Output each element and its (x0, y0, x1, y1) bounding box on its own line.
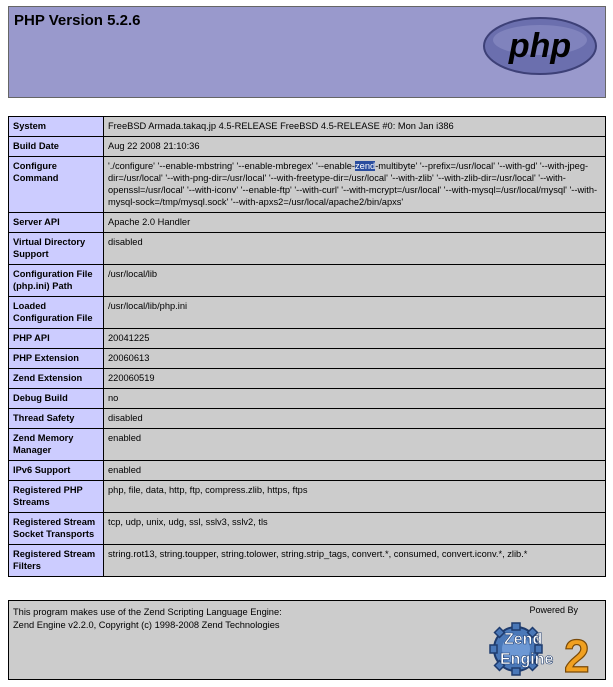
row-label: Debug Build (9, 389, 104, 409)
phpinfo-page (8, 6, 606, 678)
table-row (9, 389, 606, 409)
info-table (8, 116, 606, 577)
table-row (9, 461, 606, 481)
table-row (9, 297, 606, 329)
row-label: Loaded Configuration File (9, 297, 104, 329)
selected-text-highlight[interactable]: zend (355, 161, 376, 171)
row-label: Thread Safety (9, 409, 104, 429)
row-label: System (9, 117, 104, 137)
row-value: disabled (104, 233, 606, 265)
footer-box (8, 600, 606, 680)
row-value: disabled (104, 409, 606, 429)
row-label: Build Date (9, 137, 104, 157)
php-logo-icon (481, 13, 599, 77)
row-value: no (104, 389, 606, 409)
row-label: PHP Extension (9, 349, 104, 369)
row-label: IPv6 Support (9, 461, 104, 481)
page-title: PHP Version 5.2.6 (14, 12, 141, 29)
row-label: Configure Command (9, 157, 104, 213)
row-value: Apache 2.0 Handler (104, 213, 606, 233)
php-logo-text: php (508, 27, 572, 65)
row-value: /usr/local/lib/php.ini (104, 297, 606, 329)
row-value: 20060613 (104, 349, 606, 369)
table-row (9, 513, 606, 545)
row-value: string.rot13, string.toupper, string.tolower, string.strip_tags, convert.*, consumed, convert.iconv.*, zlib.* (104, 545, 606, 577)
table-row (9, 157, 606, 213)
table-row (9, 369, 606, 389)
row-value: enabled (104, 461, 606, 481)
configure-text-before: './configure' '--enable-mbstring' '--enable-mbregex' '--enable- (108, 161, 356, 171)
row-value: enabled (104, 429, 606, 461)
table-row (9, 117, 606, 137)
row-label: Zend Extension (9, 369, 104, 389)
footer-line-1: This program makes use of the Zend Scripting Language Engine: (13, 607, 282, 617)
row-label: Virtual Directory Support (9, 233, 104, 265)
row-label: PHP API (9, 329, 104, 349)
row-label: Server API (9, 213, 104, 233)
row-value: FreeBSD Armada.takaq.jp 4.5-RELEASE FreeBSD 4.5-RELEASE #0: Mon Jan i386 (104, 117, 606, 137)
table-row (9, 329, 606, 349)
row-label: Registered Stream Socket Transports (9, 513, 104, 545)
row-value: /usr/local/lib (104, 265, 606, 297)
table-row (9, 213, 606, 233)
header-banner (8, 6, 606, 98)
zend-logo-word: Zend (504, 631, 543, 648)
footer-line-2: Zend Engine v2.2.0, Copyright (c) 1998-2008 Zend Technologies (13, 620, 280, 630)
engine-logo-word: Engine (500, 651, 554, 668)
configure-command-value[interactable] (104, 157, 606, 213)
configure-text-after: -multibyte' '--prefix=/usr/local' '--with-gd' '--with-jpeg-dir=/usr/local' '--with-png-dir=/usr/local' '--with-freetype-dir=/usr/local' '--with-zlib' '--with-zlib-dir=/usr/local' '--with-openssl=/usr/local' '--with-iconv' '--enable-ftp' '--with-curl' '--with-mcrypt=/usr/local' '--with-mysql=/usr/local/mysql' '--with-mysql-sock=/tmp/mysql.sock' '--with-apxs2=/usr/local/apache2/bin/apxs' (108, 161, 598, 207)
table-row (9, 349, 606, 369)
powered-by-label: Powered By (529, 605, 578, 615)
row-value: 20041225 (104, 329, 606, 349)
table-row (9, 265, 606, 297)
row-label: Registered Stream Filters (9, 545, 104, 577)
row-value: Aug 22 2008 21:10:36 (104, 137, 606, 157)
zend-engine-logo-icon (486, 618, 601, 678)
row-label: Configuration File (php.ini) Path (9, 265, 104, 297)
table-row (9, 137, 606, 157)
table-row (9, 233, 606, 265)
row-value: 220060519 (104, 369, 606, 389)
row-value: php, file, data, http, ftp, compress.zlib, https, ftps (104, 481, 606, 513)
table-row (9, 481, 606, 513)
row-value: tcp, udp, unix, udg, ssl, sslv3, sslv2, tls (104, 513, 606, 545)
table-row (9, 429, 606, 461)
table-row (9, 409, 606, 429)
row-label: Zend Memory Manager (9, 429, 104, 461)
zend-logo-number: 2 (564, 630, 590, 678)
row-label: Registered PHP Streams (9, 481, 104, 513)
table-row (9, 545, 606, 577)
